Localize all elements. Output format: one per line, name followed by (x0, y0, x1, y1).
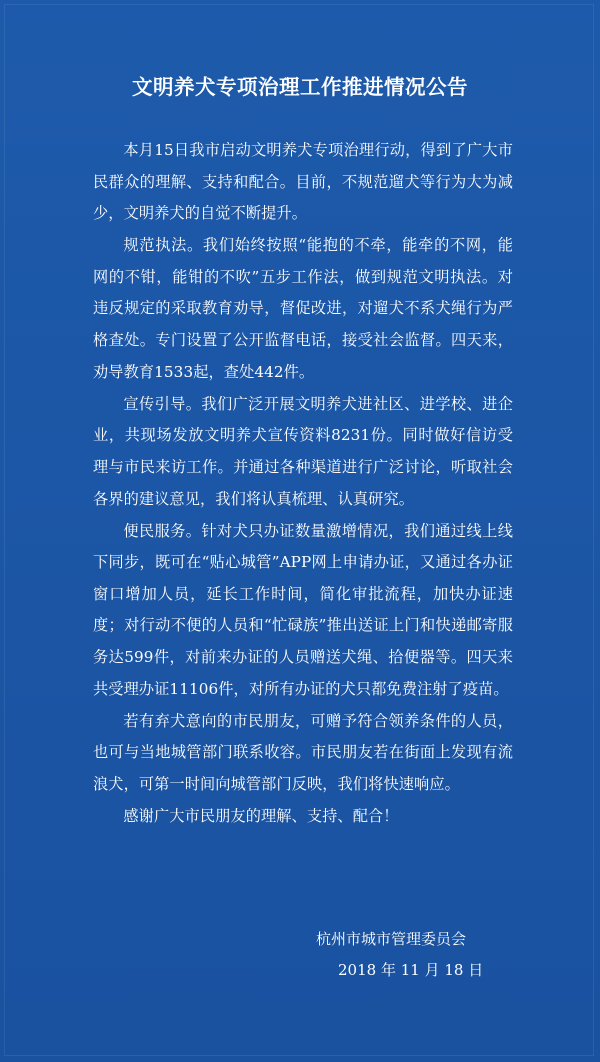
notice-title: 文明养犬专项治理工作推进情况公告 (132, 75, 468, 99)
paragraph-enforcement: 规范执法。我们始终按照“能抱的不牵，能牵的不网，能网的不钳，能钳的不吹”五步工作法，做到规范文明执法。对违反规定的采取教育劝导，督促改进，对遛犬不系犬绳行为严格查处。专门设置了公开监督电话，接受社会监督。四天来，劝导教育1533起，查处442件。 (93, 236, 513, 381)
paragraph-intro: 本月15日我市启动文明养犬专项治理行动，得到了广大市民群众的理解、支持和配合。目前，不规范遛犬等行为大为减少，文明养犬的自觉不断提升。 (93, 141, 513, 223)
paragraph-abandoned-dogs: 若有弃犬意向的市民朋友，可赠予符合领养条件的人员，也可与当地城管部门联系收容。市民朋友若在街面上发现有流浪犬，可第一时间向城管部门反映，我们将快速响应。 (93, 711, 513, 793)
paragraph-publicity: 宣传引导。我们广泛开展文明养犬进社区、进学校、进企业，共现场发放文明养犬宣传资料8231份。同时做好信访受理与市民来访工作。并通过各种渠道进行广泛讨论，听取社会各界的建议意见，我们将认真梳理、认真研究。 (93, 394, 513, 508)
issue-date: 2018 年 11 月 18 日 (338, 961, 484, 979)
notice-body (93, 135, 513, 833)
paragraph-thanks: 感谢广大市民朋友的理解、支持、配合！ (123, 806, 399, 825)
paragraph-service: 便民服务。针对犬只办证数量激增情况，我们通过线上线下同步，既可在“贴心城管”APP网上申请办证，又通过各办证窗口增加人员，延长工作时间，简化审批流程，加快办证速度；对行动不便的人员和“忙碌族”推出送证上门和快递邮寄服务达599件，对前来办证的人员赠送犬绳、拾便器等。四天来共受理办证11106件，对所有办证的犬只都免费注射了疫苗。 (93, 521, 513, 698)
organization-name: 杭州市城市管理委员会 (316, 930, 467, 948)
